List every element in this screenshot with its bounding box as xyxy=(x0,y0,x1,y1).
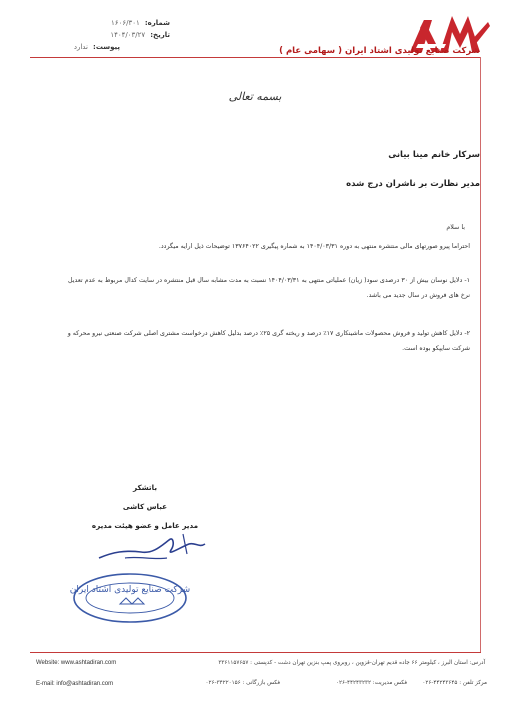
header-rule xyxy=(30,57,480,58)
date-label: تاریخ: xyxy=(150,31,170,39)
recipient-name: سرکار خانم مینا بیانی xyxy=(388,150,480,160)
company-stamp xyxy=(70,568,190,626)
footer-website: Website: www.ashtadiran.com xyxy=(36,660,117,666)
recipient-title: مدیر نظارت بر ناشران درج شده xyxy=(346,179,480,189)
stamp-text: شرکت صنایع تولیدی اشتاد ایران xyxy=(70,585,190,595)
handwritten-signature xyxy=(95,528,215,568)
date-value: ۱۴۰۴/۰۳/۲۷ xyxy=(110,31,146,39)
intro-paragraph: احتراما پیرو صورتهای مالی منتشره منتهی به دوره ۱۴۰۴/۰۳/۳۱ به شماره پیگیری ۱۳۷۶۴۰۲۲ توضیحات ذیل ارایه میگردد. xyxy=(158,243,470,250)
company-name: شرکت صنایع تولیدی اشتاد ایران ( سهامی عام ) xyxy=(279,46,480,56)
closing: باتشکر xyxy=(132,483,158,492)
letter-attachment xyxy=(35,34,120,53)
footer-address: آدرس: استان البرز ، کیلومتر ۶۶ جاده قدیم تهران-قزوین ، روبروی پمپ بنزین تهران دشت - کدپستی : ۳۳۶۱۱۵۷۶۵۷ xyxy=(218,660,485,666)
footer-phone-commerce: فکس بازرگانی : ۳۴۲۲۰۱۵۶-۰۲۶ xyxy=(205,680,280,686)
signatory-title: مدیر عامل و عضو هیئت مدیره xyxy=(91,521,199,530)
right-border xyxy=(480,57,481,652)
basmala: بسمه تعالی xyxy=(228,90,282,103)
attachment-label: پیوست: xyxy=(93,43,120,51)
greeting: با سلام xyxy=(446,224,465,231)
signatory-name: عباس کاشی xyxy=(122,502,168,511)
number-label: شماره: xyxy=(144,19,170,27)
item-2-paragraph: ۲- دلایل کاهش تولید و فروش محصولات ماشینکاری ۱۷٪ درصد و ریخته گری ۲۵٪ درصد بدلیل کاهش درخواست مشتری اصلی شرکت صنعتی نیرو محرکه و شرکت سایپکو بوده است. xyxy=(67,330,470,352)
footer-phone-center: مرکز تلفن : ۴۴۲۴۳۶۴۵-۰۲۶ xyxy=(422,680,487,686)
footer-phone-board: فکس مدیریت: ۴۴۲۴۳۲۳۲-۰۲۶ xyxy=(335,680,407,686)
attachment-value: ندارد xyxy=(73,43,88,51)
footer-email: E-mail: info@ashtadiran.com xyxy=(36,681,114,687)
number-value: ۱۶۰۶/۳۰۱ xyxy=(111,19,140,27)
item-1-paragraph: ۱- دلایل نوسان بیش از ۳۰ درصدی سود( زیان) عملیاتی منتهی به ۱۴۰۴/۰۳/۳۱ نسبت به مدت مشابه سال قبل منتشره در سایت کدال مربوط به عدم تعدیل نرخ های فروش در سال جدید می باشد. xyxy=(68,277,470,299)
footer-rule xyxy=(30,652,481,653)
